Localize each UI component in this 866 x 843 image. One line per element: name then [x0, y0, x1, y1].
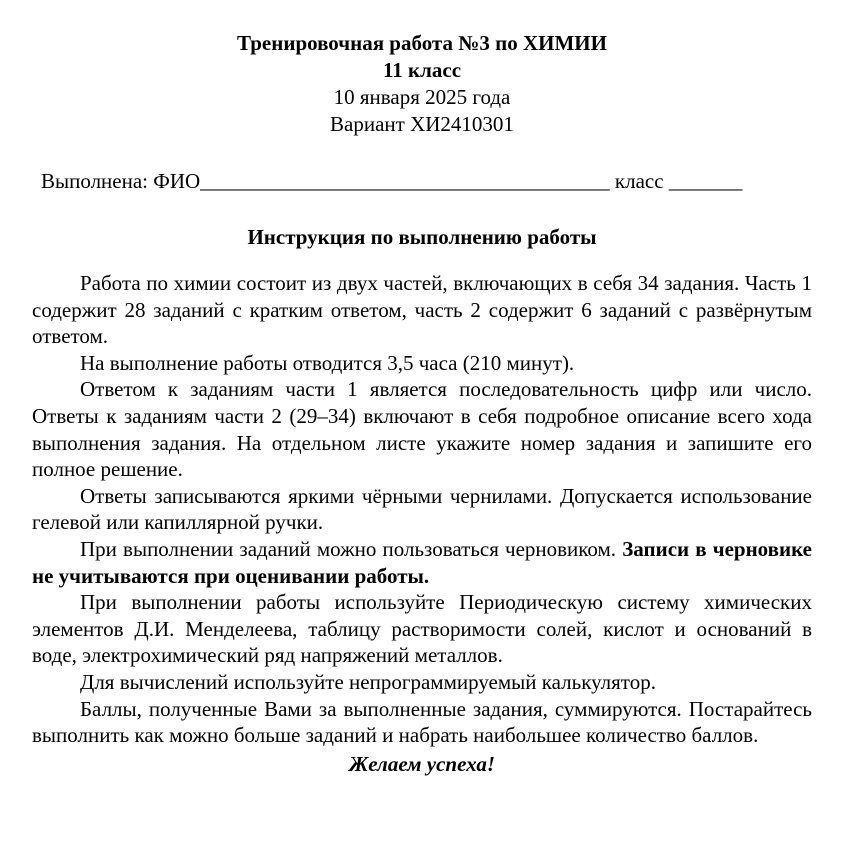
signature-line: Выполнена: ФИО_______________________________________ класс _______ [41, 169, 743, 193]
instructions-heading: Инструкция по выполнению работы [247, 225, 597, 249]
document-title: Тренировочная работа №3 по ХИМИИ [237, 31, 607, 55]
variant-label: Вариант ХИ2410301 [330, 112, 514, 136]
paragraph-2: На выполнение работы отводится 3,5 часа (210 минут). [80, 350, 575, 375]
closing-wish: Желаем успеха! [348, 751, 496, 776]
paragraph-5 [32, 536, 812, 589]
paragraph-1: Работа по химии состоит из двух частей, включающих в себя 34 задания. Часть 1 содержит 28 заданий с кратким ответом, часть 2 содержит 6 заданий с развёрнутым ответом. [32, 271, 812, 349]
paragraph-8: Баллы, полученные Вами за выполненные задания, суммируются. Постарайтесь выполнить как можно больше заданий и набрать наибольшее количество баллов. [32, 696, 812, 748]
paragraph-3: Ответом к заданиям части 1 является последовательность цифр или число. Ответы к заданиям части 2 (29–34) включают в себя подробное описание всего хода выполнения задания. На отдельном листе укажите номер задания и запишите его полное решение. [32, 377, 812, 482]
paragraph-5-bold: Записи в черновике не учитываются при оценивании работы. [32, 536, 812, 588]
date-label: 10 января 2025 года [333, 85, 511, 109]
instructions-body [32, 270, 812, 749]
paragraph-4: Ответы записываются яркими чёрными чернилами. Допускается использование гелевой или капиллярной ручки. [32, 483, 812, 535]
document-page [32, 30, 812, 777]
paragraph-7: Для вычислений используйте непрограммируемый калькулятор. [80, 669, 656, 694]
grade-label: 11 класс [382, 58, 462, 82]
paragraph-6: При выполнении работы используйте Периодическую систему химических элементов Д.И. Менделеева, таблицу растворимости солей, кислот и оснований в воде, электрохимический ряд напряжений металлов. [32, 590, 812, 668]
paragraph-5-normal: При выполнении заданий можно пользоваться черновиком. [80, 536, 623, 561]
